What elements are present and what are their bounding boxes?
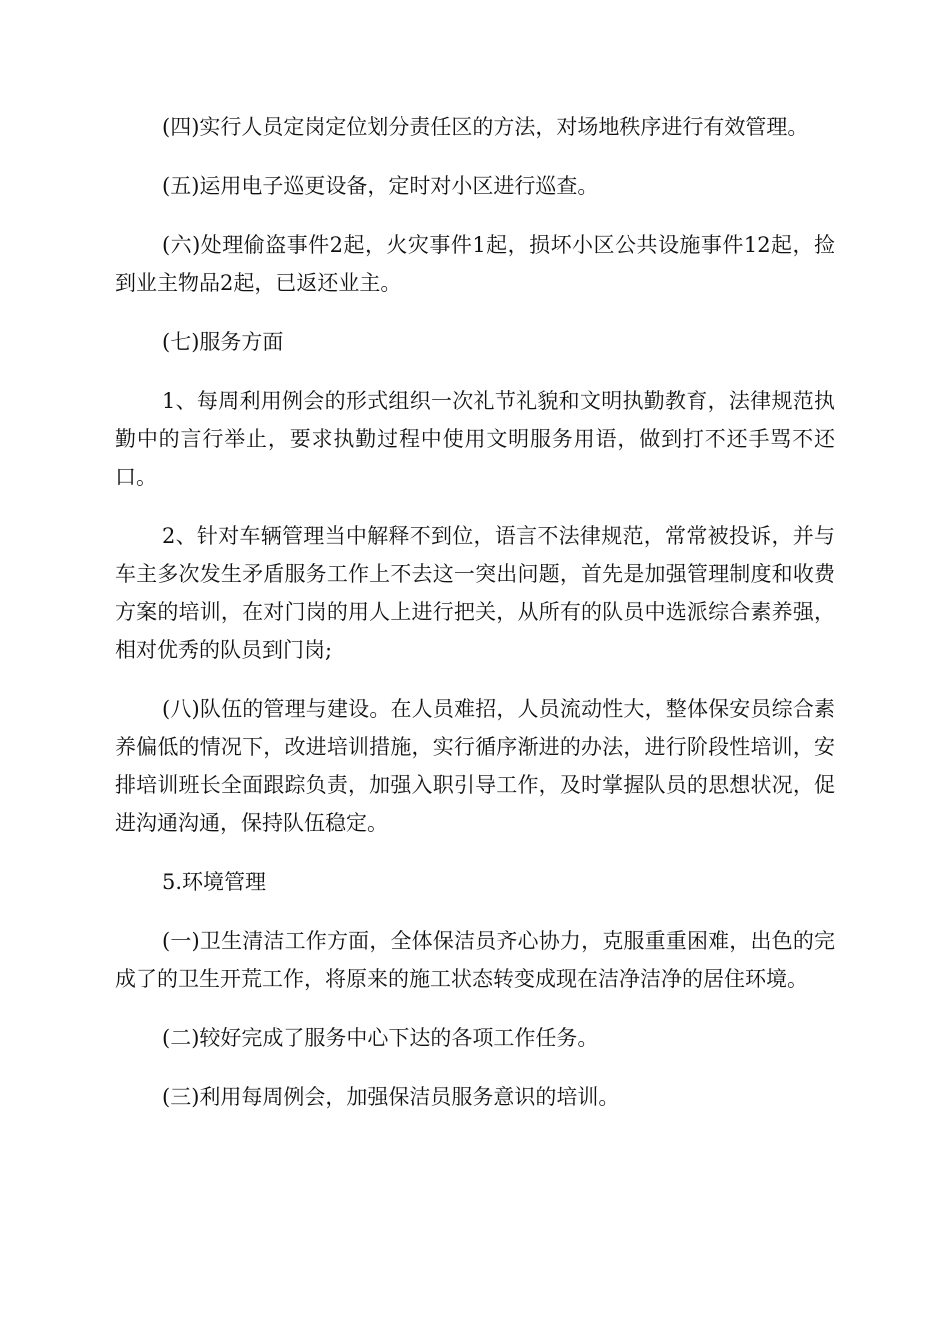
paragraph-duty-zones: (四)实行人员定岗定位划分责任区的方法，对场地秩序进行有效管理。 xyxy=(162,115,809,139)
paragraph-etiquette-training: 1、每周利用例会的形式组织一次礼节礼貌和文明执勤教育，法律规范执勤中的言行举止，要求执勤过程中使用文明服务用语，做到打不还手骂不还口。 xyxy=(115,389,835,489)
paragraph-incidents: (六)处理偷盗事件2起，火灾事件1起，损坏小区公共设施事件12起，捡到业主物品2起，已返还业主。 xyxy=(115,233,835,295)
paragraph-environment-heading: 5.环境管理 xyxy=(162,870,267,894)
paragraph-service-awareness: (三)利用每周例会，加强保洁员服务意识的培训。 xyxy=(162,1085,620,1109)
paragraph-vehicle-management: 2、针对车辆管理当中解释不到位，语言不法律规范，常常被投诉，并与车主多次发生矛盾服务工作上不去这一突出问题，首先是加强管理制度和收费方案的培训，在对门岗的用人上进行把关，从所有的队员中选派综合素养强，相对优秀的队员到门岗; xyxy=(115,524,835,662)
paragraph-cleaning: (一)卫生清洁工作方面，全体保洁员齐心协力，克服重重困难，出色的完成了的卫生开荒工作，将原来的施工状态转变成现在洁净洁净的居住环境。 xyxy=(115,929,835,991)
document-body xyxy=(115,108,835,1137)
paragraph-tasks-completed: (二)较好完成了服务中心下达的各项工作任务。 xyxy=(162,1026,599,1050)
paragraph-service-heading: (七)服务方面 xyxy=(162,330,284,354)
paragraph-patrol: (五)运用电子巡更设备，定时对小区进行巡查。 xyxy=(162,174,599,198)
paragraph-team-building: (八)队伍的管理与建设。在人员难招，人员流动性大，整体保安员综合素养偏低的情况下，改进培训措施，实行循序渐进的办法，进行阶段性培训，安排培训班长全面跟踪负责，加强入职引导工作，及时掌握队员的思想状况，促进沟通沟通，保持队伍稳定。 xyxy=(115,697,835,835)
